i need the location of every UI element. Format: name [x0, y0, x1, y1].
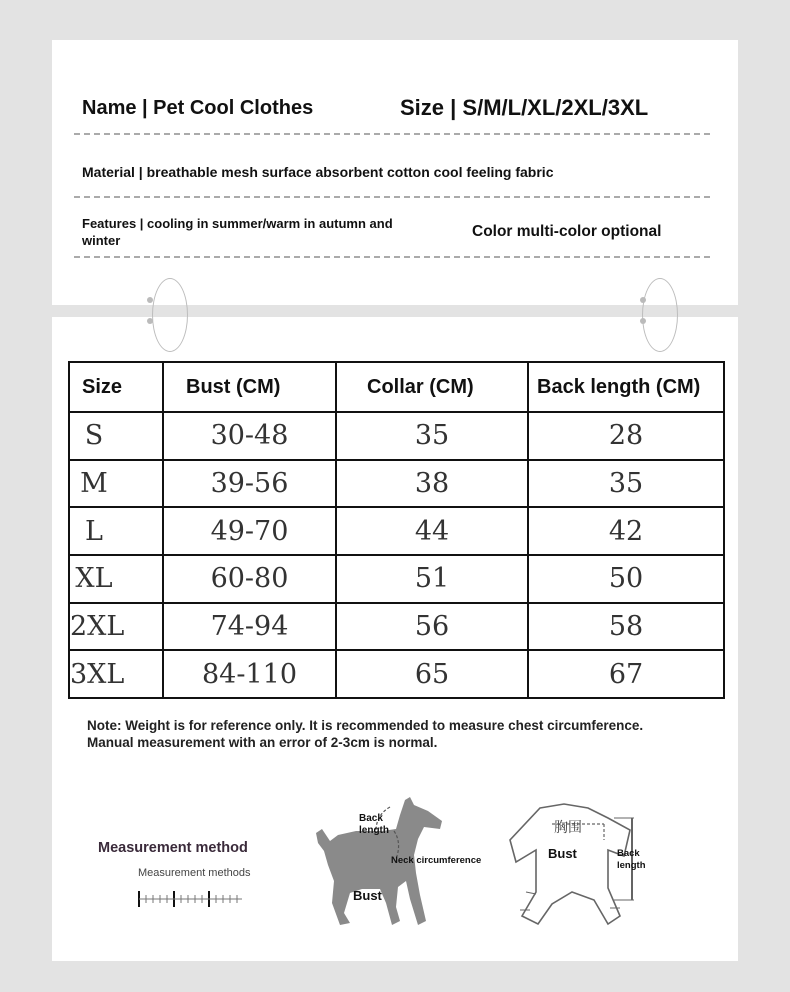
cell-back-length: 67 [528, 650, 724, 698]
measurement-method-subtitle: Measurement methods [138, 867, 251, 879]
cell-collar: 35 [336, 412, 528, 460]
header-back-length: Back length (CM) [528, 362, 724, 412]
ruler-icon [138, 887, 244, 911]
product-material: Material | breathable mesh surface absorbent cotton cool feeling fabric [82, 164, 554, 180]
cell-bust: 49-70 [163, 507, 336, 555]
table-row [69, 555, 724, 603]
product-features-line1: Features | cooling in summer/warm in autumn and [82, 216, 393, 231]
dog-neck-label: Neck circumference [391, 855, 482, 866]
product-features [82, 215, 393, 249]
size-chart-table [68, 361, 725, 699]
product-sizes: Size | S/M/L/XL/2XL/3XL [400, 95, 649, 120]
cell-bust: 39-56 [163, 460, 336, 508]
cloth-bust-label: Bust [548, 846, 577, 861]
binder-hole [640, 318, 646, 324]
product-color: Color multi-color optional [472, 223, 662, 240]
dog-back-label-line2: length [359, 825, 389, 836]
cell-back-length: 35 [528, 460, 724, 508]
note-line-2: Manual measurement with an error of 2-3cm is normal. [87, 735, 438, 750]
cell-collar: 51 [336, 555, 528, 603]
binder-hole [147, 318, 153, 324]
cell-bust: 84-110 [163, 650, 336, 698]
cell-back-length: 58 [528, 603, 724, 651]
cell-size: S [69, 412, 163, 460]
cell-bust: 30-48 [163, 412, 336, 460]
table-row [69, 460, 724, 508]
product-info-card [52, 40, 738, 305]
dog-back-label [359, 813, 389, 837]
table-header-row [69, 362, 724, 412]
binder-hole [147, 297, 153, 303]
binder-hole [640, 297, 646, 303]
cell-back-length: 42 [528, 507, 724, 555]
cloth-chest-cn-label: 胸围 [554, 819, 582, 835]
divider [74, 256, 710, 258]
cell-collar: 38 [336, 460, 528, 508]
table-row [69, 412, 724, 460]
cell-collar: 44 [336, 507, 528, 555]
cloth-back-label-line1: Back [617, 848, 640, 859]
cell-bust: 74-94 [163, 603, 336, 651]
cell-collar: 56 [336, 603, 528, 651]
table-row [69, 507, 724, 555]
cell-size: M [69, 460, 163, 508]
measurement-method-title: Measurement method [98, 840, 248, 856]
cell-size: 2XL [69, 603, 163, 651]
table-row [69, 650, 724, 698]
divider [74, 196, 710, 198]
product-features-line2: winter [82, 233, 121, 248]
binder-ring-left [152, 278, 188, 352]
cell-size: 3XL [69, 650, 163, 698]
dog-bust-label: Bust [353, 888, 382, 903]
cell-back-length: 28 [528, 412, 724, 460]
header-bust: Bust (CM) [163, 362, 336, 412]
dog-back-label-line1: Back [359, 813, 383, 824]
table-row [69, 603, 724, 651]
note-line-1: Note: Weight is for reference only. It is recommended to measure chest circumference. [87, 718, 644, 733]
product-name: Name | Pet Cool Clothes [82, 97, 314, 119]
cloth-back-label [617, 848, 646, 872]
cell-bust: 60-80 [163, 555, 336, 603]
binder-ring-right [642, 278, 678, 352]
header-size: Size [69, 362, 163, 412]
cell-size: L [69, 507, 163, 555]
cloth-back-label-line2: length [617, 860, 646, 871]
cell-size: XL [69, 555, 163, 603]
measurement-note [87, 717, 643, 751]
divider [74, 133, 710, 135]
cell-back-length: 50 [528, 555, 724, 603]
cell-collar: 65 [336, 650, 528, 698]
header-collar: Collar (CM) [336, 362, 528, 412]
